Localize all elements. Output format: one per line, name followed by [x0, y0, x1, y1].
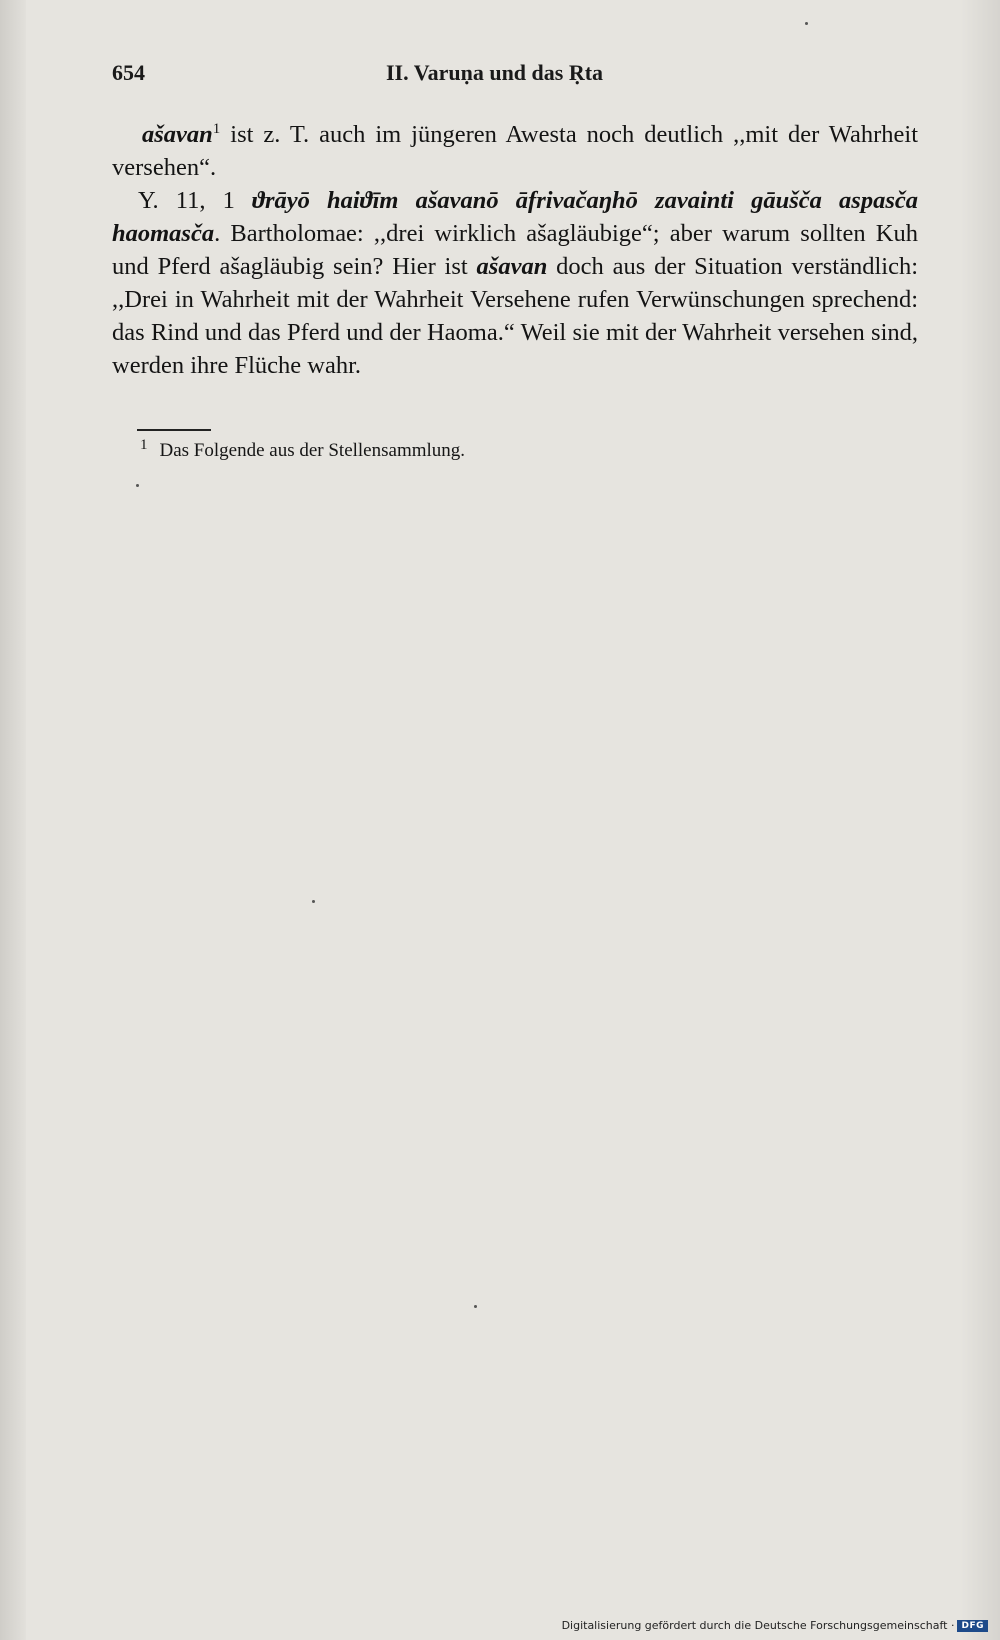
avestan-quote: ϑrāyō haiϑīm ašavanō āfrivačaŋhō zavainti gāušča aspasča haomasča	[112, 187, 918, 247]
dust-speck	[312, 900, 315, 903]
term-ashavan-2: ašavan	[476, 253, 548, 280]
dfg-logo: DFG	[957, 1620, 988, 1632]
verse-reference: Y. 11, 1	[138, 187, 253, 214]
credit-text: Digitalisierung gefördert durch die Deutsche Forschungsgemeinschaft ·	[561, 1619, 955, 1632]
running-header	[112, 58, 918, 90]
footnote-reference: 1	[212, 120, 221, 137]
paragraph-1	[112, 118, 918, 184]
term-ashavan: ašavan	[142, 121, 213, 148]
chapter-title: II. Varuṇa und das Ṛta	[386, 60, 604, 85]
paragraph-2-rest: doch aus der Situation verständlich: ,,Drei in Wahrheit mit der Wahrheit Versehene rufen Verwünschungen sprechend: das Rind und das Pferd und der Haoma.“ Weil sie mit der Wahrheit versehen sind, werden ihre Flüche wahr.	[112, 253, 919, 379]
footnote	[140, 436, 840, 462]
dust-speck	[805, 22, 808, 25]
paragraph-1-text: ist z. T. auch im jüngeren Awesta noch deutlich ,,mit der Wahrheit versehen“.	[112, 121, 918, 181]
dust-speck	[474, 1305, 477, 1308]
dust-speck	[136, 484, 139, 487]
page-edge-right	[960, 0, 1000, 1640]
paragraph-2-text: . Bartholomae: ,,drei wirklich ašagläubige“; aber warum sollten Kuh und Pferd ašagläubig sein? Hier ist	[112, 220, 918, 280]
digitization-credit	[562, 1619, 988, 1632]
page-number: 654	[112, 60, 145, 85]
footnote-marker: 1	[140, 436, 148, 453]
footnote-divider	[137, 429, 211, 431]
main-text	[112, 118, 918, 382]
paragraph-2	[112, 184, 918, 382]
page-edge-left	[0, 0, 26, 1640]
footnote-text: Das Folgende aus der Stellensammlung.	[159, 440, 466, 461]
